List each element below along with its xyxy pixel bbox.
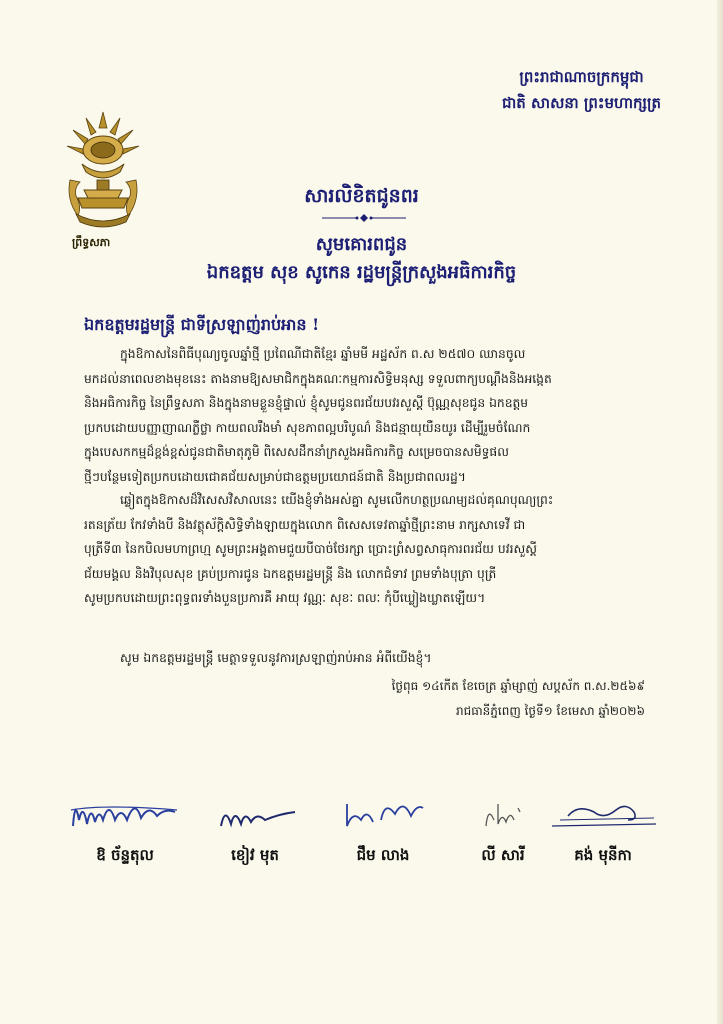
body-paragraph-1: ក្នុងឱកាសនៃពិធីបុណ្យចូលឆ្នាំថ្មី ប្រពៃណីជាតិខ្មែរ ឆ្នាំមមី អដ្ឋស័ក ព.ស ២៥៧០ ឈានចូល មកដល់នាពេលខាងមុខនេះ តាងនាមឱ្យសមាជិកក្នុងគណៈកម្មការសិទ្ធិមនុស្ស ទទួលពាក្យបណ្តឹងនិងអង្កេត និងអធិការកិច្ច នៃព្រឹទ្ធសភា និងក្នុងនាមខ្លួនខ្ញុំផ្ទាល់ ខ្ញុំសូមជូនពរជ័យបវរសួស្តី ប៊ុណ្ណសុខជូន ឯកឧត្តម ប្រកបដោយបញ្ញាញាណភ្លឺថ្លា កាយពលរឹងមាំ សុខភាពល្អបរិបូណ៌ និងជន្មាយុយឺនយូរ ដើម្បីរួមចំណែក ក្នុងបេសកកម្មដ៏ខ្ពង់ខ្ពស់ជូនជាតិមាតុភូមិ ពិសេសដឹកនាំក្រសួងអធិការកិច្ច សម្រេចបានសមិទ្ធផល ថ្មីៗបន្ថែមទៀតប្រកបដោយជោគជ័យសម្រាប់ជាឧត្តមប្រយោជន៍ជាតិ និងប្រជាពលរដ្ឋ។ (84, 347, 552, 484)
signatory-5 (538, 790, 668, 868)
date-lunar: ថ្ងៃពុធ ១៤កើត ខែចេត្រ ឆ្នាំម្សាញ់ សប្តស័ក ព.ស.២៥៦៩ (391, 679, 645, 693)
document-title: សារលិខិតជូនពរ (304, 185, 419, 207)
signatory-name-2: ខៀវ មុត (231, 846, 279, 864)
senate-emblem-icon (64, 110, 142, 230)
signature-block (60, 790, 680, 900)
signatory-3 (318, 790, 448, 868)
title-ornament-icon (322, 213, 406, 223)
salutation: សូមគោរពជូន (315, 234, 408, 255)
signature-3-icon (323, 790, 443, 836)
signature-2-icon (195, 790, 315, 836)
body-paragraph-2: ឆ្លៀតក្នុងឱកាសដ៏វិសេសវិសាលនេះ យើងខ្ញុំទាំងអស់គ្នា សូមលើកហត្ថប្រណម្យដល់គុណបុណ្យព្រះ រតនត្រ័យ កែវទាំងបី និងវត្ថុស័ក្តិសិទ្ធិទាំងឡាយក្នុងលោក ពិសេសទេវតាឆ្នាំថ្មីព្រះនាម រាក្សសាទេវី ជា បុត្រីទី៣ នៃកបិលមហាព្រហ្ម សូមព្រះអង្គតាមជួយបីបាច់ថែរក្សា ប្រោះព្រំសព្វសាធុការពរជ័យ បវរសួស្តី ជ័យមង្គល និងវិបុលសុខ គ្រប់ប្រការជូន ឯកឧត្តមរដ្ឋមន្ត្រី និង លោកជំទាវ ព្រមទាំងបុត្រា បុត្រី សូមប្រកបដោយព្រះពុទ្ធពរទាំងបួនប្រការគឺ អាយុ វណ្ណៈ សុខៈ ពលៈ កុំបីឃ្លៀងឃ្លាតឡើយ។ (84, 493, 554, 606)
page-edge (717, 0, 723, 1024)
signatory-name-1: ឱ ច័ន្ទតុល (96, 846, 154, 864)
motto-kingdom: ព្រះរាជាណាចក្រកម្ពុជា (519, 68, 644, 86)
greeting-line: ឯកឧត្តមរដ្ឋមន្ត្រី ជាទីស្រឡាញ់រាប់អាន ! (84, 315, 320, 334)
signatory-name-4: លី សារី (481, 846, 525, 864)
emblem-label: ព្រឹទ្ធសភា (72, 236, 111, 249)
signatory-1 (60, 790, 190, 868)
signature-1-icon (65, 790, 185, 836)
body-paragraph-3: សូម ឯកឧត្តមរដ្ឋមន្ត្រី មេត្តាទទួលនូវការស្រឡាញ់រាប់អាន អំពីយើងខ្ញុំ។ (120, 651, 432, 665)
national-motto (502, 64, 661, 116)
signatory-name-3: ជឹម លាង (356, 846, 410, 864)
date-solar: រាជធានីភ្នំពេញ ថ្ងៃទី១ ខែមេសា ឆ្នាំ២០២៦ (456, 704, 645, 718)
recipient: ឯកឧត្តម សុខ សូកេន រដ្ឋមន្ត្រីក្រសួងអធិការកិច្ច (206, 262, 517, 283)
motto-nation-religion-king: ជាតិ សាសនា ព្រះមហាក្សត្រ (502, 94, 661, 112)
signature-5-icon (538, 790, 668, 836)
signatory-name-5: គង់ មុនីកា (574, 846, 632, 864)
signatory-2 (190, 790, 320, 868)
